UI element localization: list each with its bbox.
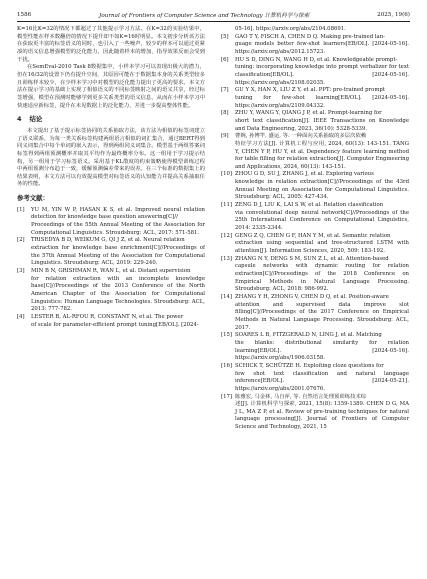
reference-number: [2] (17, 237, 25, 244)
reference-text: 特征学习方法[J]. 计算机工程与应用, 2024, 60(13): 143-151. TANG Y, CHEN Y P, HU Y, et al. Dependency feature learning method for table filling for relation extraction[J]. Computer Engineering and Applications, 2024, 60(13): 143-151. (235, 140, 409, 170)
reference-text: attention and supervised data improve slot filling[C]//Proceedings of the 2017 Conference on Empirical Methods in Natural Language Processing. Stroudsburg: ACL, 2017. (235, 301, 409, 331)
reference-number: [17] (221, 393, 232, 400)
reference-text: TRISEDYA B D, WEIKUM G, QI J Z, et al. Neural relation (31, 237, 185, 244)
reference-text: SCHICK T, SCHÜTZE H. Exploiting cloze questions for (235, 362, 384, 369)
reference-text: 05-16]. https://arxiv.org/abs/2104.08691. (235, 26, 346, 32)
reference-number: [13] (221, 255, 232, 262)
reference-text: GAO T Y, FISCH A, CHEN D Q. Making pre-trained lan- (235, 33, 385, 40)
reference-text: the blanks: distributional similarity for relation learning[EB/OL]. [2024-05-16]. https://arxiv.org/abs/1906.03158. (235, 339, 409, 362)
page-number: 1586 (17, 12, 32, 18)
reference-text: for relation extraction with an incomplete knowledge base[C]//Proceedings of the 2013 Conference of the North American Chapter of the Association for Computational Linguistics: Human Language Technologies. Stroudsburg: ACL, 2013: 777-782. (31, 275, 205, 313)
reference-item (221, 87, 409, 110)
body-paragraph: 在SemEval-2010 Task 8数据集中，小样本学习可以表现出极大的潜力，但在16/32的设置下仍有提升空间，其原因可能在于数据集本身的关系类型较多且训练样本较少，在少样本学习中对模型的泛化能力提出了更高的要求。本文方法在提示学习的基础上实现了相似语义的不同标签映射之间的语义共享，经过标签增强，模型在预测时能够学到更多关系类型的语义信息，从而在小样本学习中快速适应新标签，提升在未见数据上的泛化能力，并进一步提高整体性能。 (17, 64, 205, 109)
reference-item (17, 207, 205, 238)
reference-item (221, 363, 409, 394)
reference-item (221, 332, 409, 363)
section-number: 4 (17, 115, 22, 124)
reference-text: HU S D, DING N, WANG H D, et al. Knowledgeable prompt- (235, 56, 398, 63)
reference-text: ZHANG Y H, ZHONG V, CHEN D Q, et al. Position-aware (235, 293, 389, 300)
reference-text: YU M, YIN W P, HASAN K S, et al. Improved neural relation detection for knowledge base question answering[C]// (31, 206, 205, 221)
reference-text: tuning: incorporating knowledge into prompt verbalizer for text classification[EB/OL]. [2024-05-16]. https://arxiv.org/abs/2108.02035. (235, 64, 409, 86)
reference-item (221, 57, 409, 88)
section-heading (17, 116, 205, 124)
reference-number: [14] (221, 293, 232, 300)
reference-text: via convolutional deep neural network[C]//Proceedings of the 25th International Conference on Computational Linguistics, 2014: 2335-2344. (235, 209, 409, 232)
reference-item (17, 268, 205, 314)
reference-text: LESTER B, AL-RFOU R, CONSTANT N, et al. The power (31, 313, 184, 320)
reference-item (221, 294, 409, 332)
reference-number: [10] (221, 171, 232, 178)
reference-number (221, 26, 235, 34)
reference-text: of scale for parameter-efficient prompt tuning[EB/OL]. [2024- (31, 321, 199, 328)
reference-text: ZHU Y, WANG Y, QIANG J P, et al. Prompt-learning for (235, 110, 382, 117)
reference-item (221, 133, 409, 171)
reference-list (17, 207, 205, 330)
reference-text: extraction for knowledge base enrichment[C]//Proceedings of the 57th Annual Meeting of the Association for Computational Linguistics. Stroudsburg: ACL, 2019: 229-240. (31, 245, 205, 267)
reference-number: [8] (221, 110, 229, 117)
reference-text: ZHOU G D, SU J, ZHANG J, et al. Exploring various (235, 171, 374, 178)
reference-number: [12] (221, 232, 232, 239)
reference-text: ZHANG N Y, DENG S M, SUN Z L, et al. Attention-based (235, 255, 389, 262)
section-title: 结论 (29, 115, 43, 124)
reference-text: short text classification[J]. IEEE Transactions on Knowledge and Data Engineering, 2023, 36(10): 5328-5339. (235, 117, 409, 132)
reference-text: 述[J]. 计算机科学与探索, 2021, 15(8): 1359-1389. CHEN D G, MA J L, MA Z P, et al. Review of pre-training techniques for natural language processing[J]. Journal of Frontiers of Computer Science and Technology, 2021, 15 (235, 401, 409, 431)
reference-text: GENG Z Q, CHEN G F, HAN Y M, et al. Semantic relation (235, 232, 391, 239)
reference-number: [5] (221, 33, 229, 40)
reference-text: guage models better few-shot learners[EB/OL]. [2024-05-16]. https://arxiv.org/abs/2012.15723. (235, 41, 409, 55)
reference-number: [1] (17, 206, 25, 213)
reference-text: knowledge in relation extraction[C]//Proceedings of the 43rd Annual Meeting on Association for Computational Linguistics. Stroudsburg: ACL, 2005: 427-434. (235, 179, 409, 201)
reference-item (17, 237, 205, 268)
reference-item (221, 202, 409, 233)
reference-text: extraction using sequential and tree-structured LSTM with attention[J]. Information Sciences, 2020, 509: 183-192. (235, 240, 409, 255)
reference-text: SOARES L B, FITZGERALD N, LING J, et al. Matching (235, 332, 382, 339)
reference-text: Proceedings of the 55th Annual Meeting of the Association for Computational Linguistics. Stroudsburg: ACL, 2017: 571-581. (31, 222, 205, 236)
reference-list (221, 26, 409, 432)
reference-text: tuning for few-shot learning[EB/OL]. [2024-05-16]. https://arxiv.org/abs/2109.04332. (235, 94, 409, 109)
reference-number: [9] (221, 133, 229, 140)
references-heading: 参考文献： (17, 194, 49, 203)
reference-item (221, 110, 409, 133)
reference-text: 陈雅宏, 马金林, 马自萍, 等. 自然语言处理预训练技术综 (235, 393, 367, 400)
reference-item (221, 171, 409, 202)
reference-item (221, 34, 409, 57)
reference-number: [7] (221, 87, 229, 94)
right-column (221, 26, 409, 432)
reference-text: 曹婉, 孙博竿, 盛运, 等. 一种面向关系抽取的多层次依赖 (235, 133, 367, 140)
reference-text: MIN B N, GRISHMAN R, WAN L, et al. Distant supervision (31, 268, 191, 275)
reference-item (221, 256, 409, 294)
journal-name: Journal of Frontiers of Computer Science and Technology 计算机科学与探索 (99, 13, 310, 19)
conclusion-paragraph: 本文提出了基于提示标签协同的关系抽取方法，该方法为相似的标签词建立了语义联系，为每一类关系标签构建两组语言相似的词汇集合，通过BERT得到同义词集合中每个单词的嵌入表示，得到两组同义词集合。模型基于两组答案词标签得到两组预测概率并取其平均作为最终概率分布。这一组用于学习提示结构，另一组用于学习标签语义。采用基于KL散度的约束策略使得模型训练过程中两组预测分布趋于一致，缓解预测偏差带来的误差。在三个标准的数据集上的结果表明，本文方法可以有效提高模型对标签语义的认知能力并提高关系抽取任务的性能。 (17, 127, 205, 188)
reference-text: few shot text classification and natural language inference[EB/OL]. [2024-05-21]. https://arxiv.org/abs/2001.07676. (235, 370, 409, 392)
reference-number: [16] (221, 362, 232, 369)
reference-item (221, 394, 409, 432)
reference-text: ZENG D J, LIU K, LAI S W, et al. Relation classification (235, 202, 384, 209)
reference-item (17, 314, 205, 329)
reference-item (221, 26, 409, 34)
reference-number: [11] (221, 202, 232, 209)
reference-number: [6] (221, 56, 229, 63)
reference-item (221, 233, 409, 256)
issue-info: 2025, 19(6) (377, 12, 410, 18)
reference-number: [4] (17, 313, 25, 320)
body-paragraph: K=16比K=32的情况下都超过了其他提示学习方法。在K=32的实验结果中，模型性能在样本数翻倍的情况下提升却不如K=16时明显。本文初步分析该方法在获取更丰富的标签语义的同时，也引入了一些噪声，较少的样本可以通过更紧凑的语义信息增强模型的泛化能力，因此随着样本的增加，指导效果反而会受到干扰。 (17, 26, 205, 63)
left-column (17, 26, 205, 329)
reference-number: [15] (221, 332, 232, 339)
reference-number: [3] (17, 268, 25, 275)
reference-text: GU Y X, HAN X, LIU Z Y, et al. PPT: pre-trained prompt (235, 87, 385, 94)
page-header (17, 9, 410, 22)
reference-text: capsule networks with dynamic routing for relation extraction[C]//Proceedings of the 2018 Conference on Empirical Methods in Natural Language Processing. Stroudsburg: ACL, 2018: 986-992. (235, 263, 409, 293)
